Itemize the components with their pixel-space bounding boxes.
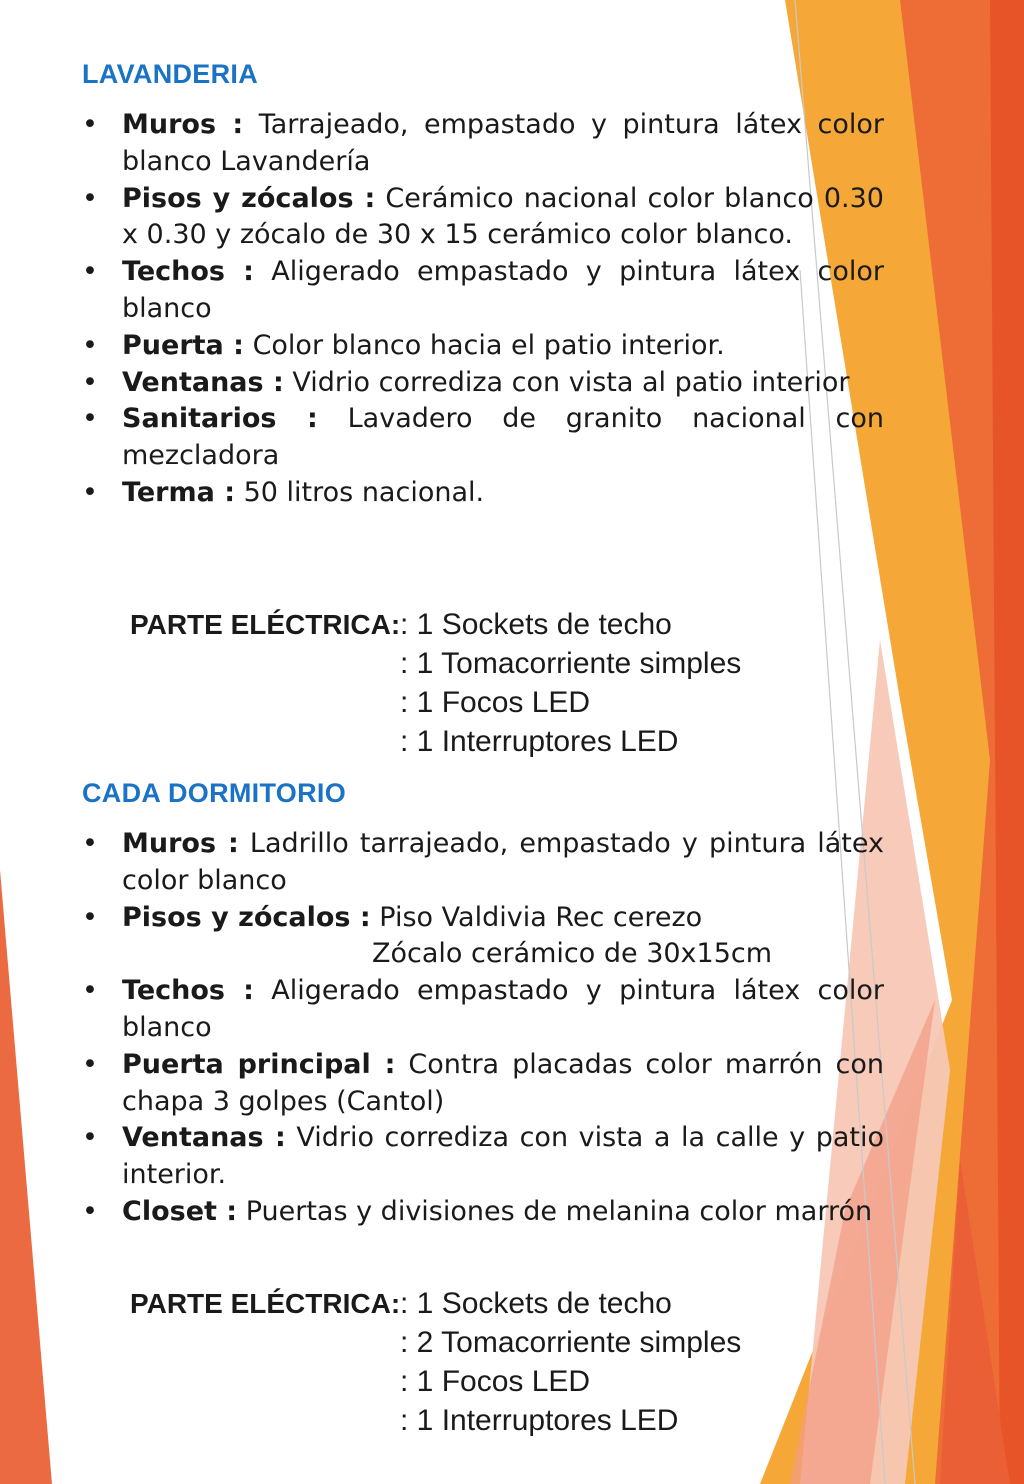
list-item <box>82 1194 884 1231</box>
item-text: Contra placadas color marrón con chapa 3 golpes (Cantol) <box>122 1048 884 1117</box>
parte-electrica-values <box>400 1284 741 1440</box>
list-item <box>82 107 884 181</box>
bullet-icon: • <box>82 403 98 435</box>
electrica-line: : 2 Tomacorriente simples <box>400 1326 742 1359</box>
item-text: Lavadero de granito nacional con mezcladora <box>122 403 884 472</box>
electrica-line: : 1 Interruptores LED <box>400 1404 679 1437</box>
item-text: Aligerado empastado y pintura látex color blanco <box>122 975 885 1043</box>
item-text: Cerámico nacional color blanco 0.30 x 0.30 y zócalo de 30 x 15 cerámico color blanco. <box>122 182 884 251</box>
list-item <box>82 826 884 900</box>
bullet-icon: • <box>82 182 98 214</box>
item-label: Closet : <box>122 1195 238 1227</box>
item-text: Vidrio corrediza con vista a la calle y patio interior. <box>122 1122 884 1191</box>
item-text: Tarrajeado, empastado y pintura látex color blanco Lavandería <box>122 109 884 177</box>
dormitorio-list <box>82 826 884 1231</box>
bullet-icon: • <box>82 828 98 859</box>
item-text: Puertas y divisiones de melanina color marrón <box>245 1195 873 1227</box>
list-item <box>82 181 884 255</box>
item-text: Vidrio corrediza con vista al patio interior <box>292 366 850 398</box>
electrica-line: : 1 Sockets de techo <box>400 608 672 641</box>
item-label: Sanitarios : <box>122 403 318 435</box>
item-label: Ventanas : <box>122 1122 286 1154</box>
item-text: Ladrillo tarrajeado, empastado y pintura látex color blanco <box>122 828 884 896</box>
electrica-line: : 1 Sockets de techo <box>400 1287 672 1320</box>
bullet-icon: • <box>82 1122 98 1154</box>
electrica-line: : 1 Interruptores LED <box>400 725 679 758</box>
item-label: Techos : <box>122 975 254 1007</box>
lavanderia-list <box>82 107 884 512</box>
bullet-icon: • <box>82 329 98 361</box>
list-item <box>82 1047 884 1121</box>
parte-electrica-label: PARTE ELÉCTRICA: <box>130 1288 401 1319</box>
item-text: Piso Valdivia Rec cerezo <box>379 901 703 933</box>
item-text: Color blanco hacia el patio interior. <box>252 329 725 361</box>
section-heading-lavanderia: LAVANDERIA <box>82 59 258 89</box>
list-item <box>82 973 884 1047</box>
electrica-line: : 1 Tomacorriente simples <box>400 647 742 680</box>
item-label: Terma : <box>122 476 236 508</box>
section-heading-dormitorio: CADA DORMITORIO <box>82 778 346 808</box>
list-item <box>82 475 884 512</box>
bullet-icon: • <box>82 476 98 508</box>
item-label: Pisos y zócalos : <box>122 901 371 933</box>
bullet-icon: • <box>82 975 98 1007</box>
bullet-icon: • <box>82 1048 98 1080</box>
list-item <box>82 328 884 365</box>
item-label: Muros : <box>122 828 239 859</box>
item-label: Techos : <box>122 256 254 288</box>
item-label: Pisos y zócalos : <box>122 182 376 214</box>
bullet-icon: • <box>82 366 98 398</box>
electrica-line: : 1 Focos LED <box>400 686 591 719</box>
parte-electrica-values <box>400 605 741 761</box>
item-label: Puerta : <box>122 329 244 361</box>
list-item <box>82 365 884 402</box>
bullet-icon: • <box>82 256 98 288</box>
item-label: Puerta principal : <box>122 1048 396 1080</box>
electrica-line: : 1 Focos LED <box>400 1365 591 1398</box>
bullet-icon: • <box>82 901 98 933</box>
list-item <box>82 1120 884 1194</box>
list-item <box>82 401 884 475</box>
bullet-icon: • <box>82 1195 98 1227</box>
item-text: 50 litros nacional. <box>243 476 485 508</box>
list-item <box>82 900 884 974</box>
item-text-secondary: Zócalo cerámico de 30x15cm <box>372 938 773 970</box>
item-text: Aligerado empastado y pintura látex color blanco <box>122 256 885 324</box>
item-label: Muros : <box>122 109 244 140</box>
bullet-icon: • <box>82 109 98 140</box>
parte-electrica-label: PARTE ELÉCTRICA: <box>130 609 401 640</box>
item-label: Ventanas : <box>122 366 284 398</box>
list-item <box>82 254 884 328</box>
